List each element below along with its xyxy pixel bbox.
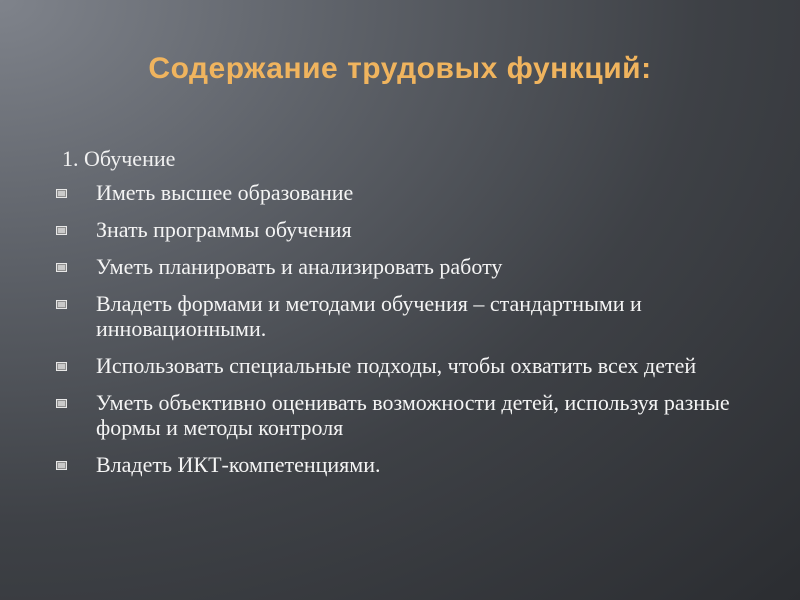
list-item [54, 390, 774, 440]
list-item-text: Уметь объективно оценивать возможности детей, используя разные формы и методы контроля [96, 390, 730, 440]
list-item-text: Владеть ИКТ-компетенциями. [96, 452, 381, 477]
list-item-text: Использовать специальные подходы, чтобы охватить всех детей [96, 353, 697, 378]
list-item-text: Иметь высшее образование [96, 180, 354, 205]
square-bullet-icon [56, 226, 67, 235]
list-item-text: Знать программы обучения [96, 217, 352, 242]
square-bullet-icon [56, 189, 67, 198]
square-bullet-icon [56, 300, 67, 309]
slide-title: Содержание трудовых функций: [148, 52, 652, 85]
list-item-text: Владеть формами и методами обучения – стандартными и инновационными. [96, 291, 642, 341]
bullet-list [54, 180, 774, 477]
list-item [54, 254, 774, 279]
list-item [54, 452, 774, 477]
list-item [54, 291, 774, 341]
section-subheading: 1. Обучение [62, 146, 176, 171]
list-item [54, 217, 774, 242]
square-bullet-icon [56, 362, 67, 371]
list-item-text: Уметь планировать и анализировать работу [96, 254, 503, 279]
list-item [54, 180, 774, 205]
square-bullet-icon [56, 399, 67, 408]
square-bullet-icon [56, 263, 67, 272]
slide-content [54, 144, 774, 489]
list-item [54, 353, 774, 378]
square-bullet-icon [56, 461, 67, 470]
